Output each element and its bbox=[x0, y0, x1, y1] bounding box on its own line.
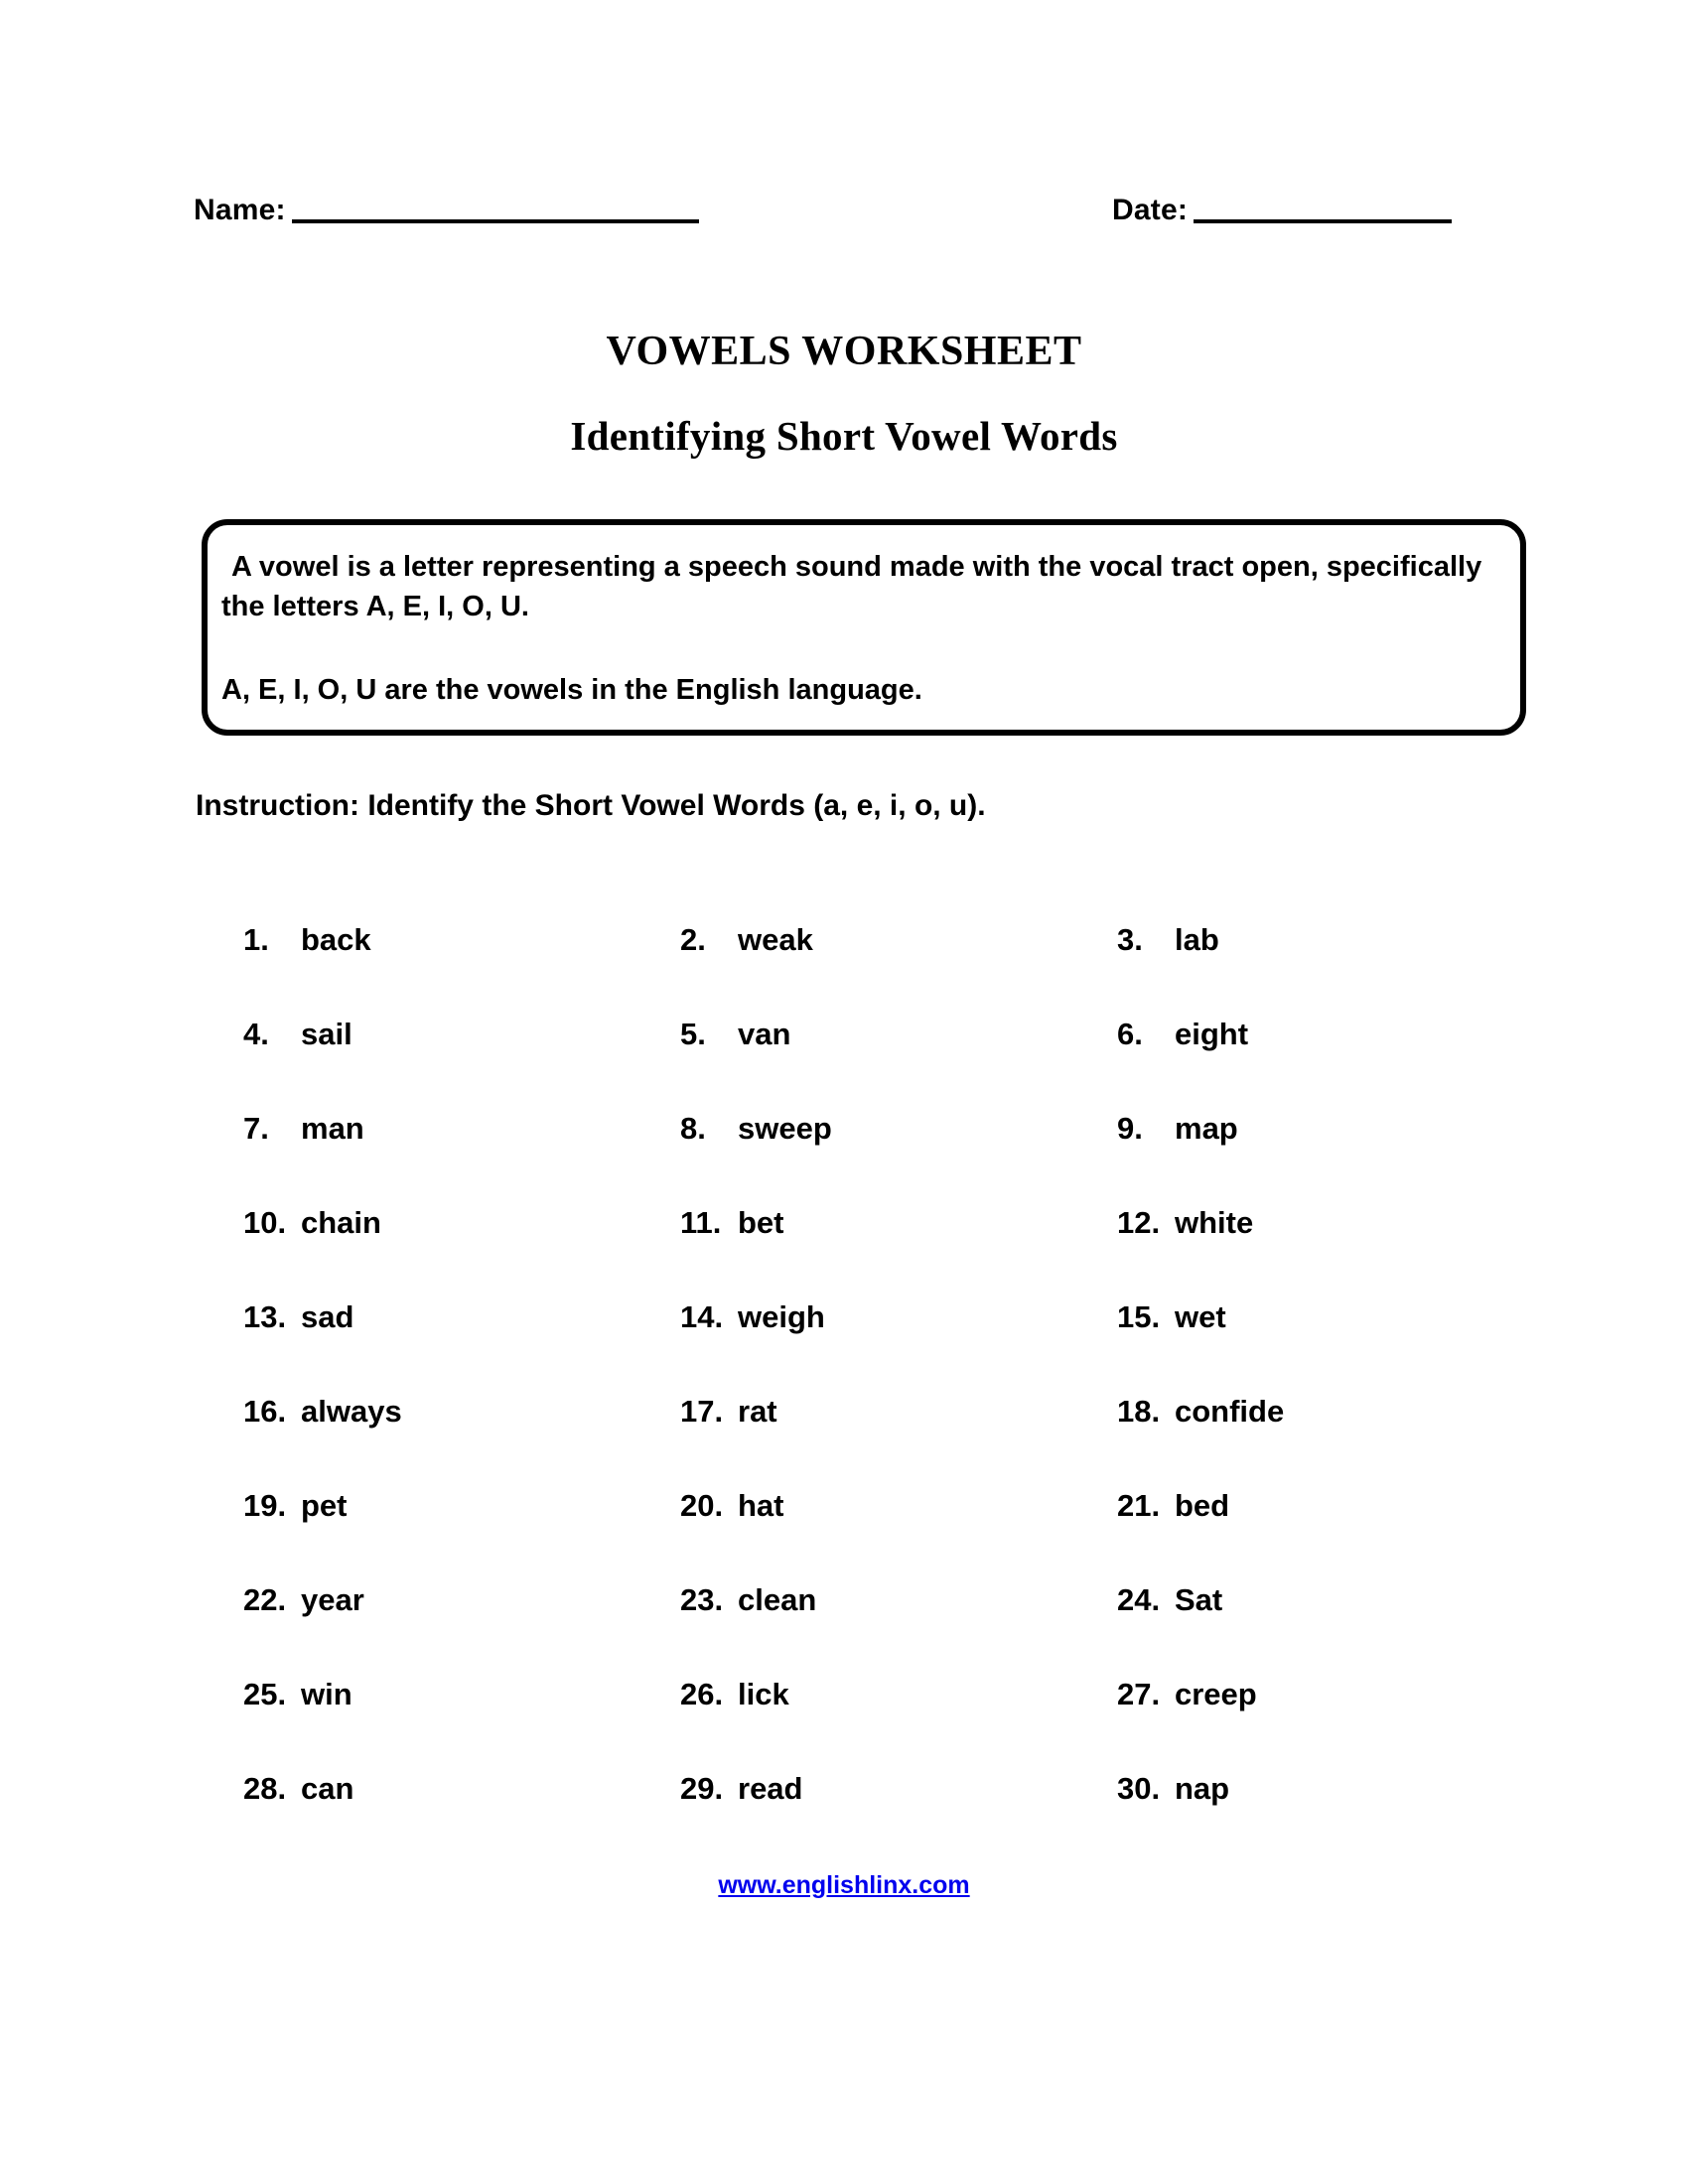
word-column-1 bbox=[243, 923, 680, 1866]
item-word: lab bbox=[1175, 922, 1219, 957]
list-item[interactable] bbox=[1117, 923, 1554, 1018]
list-item[interactable] bbox=[680, 1300, 1117, 1395]
name-label: Name: bbox=[194, 194, 286, 226]
list-item[interactable] bbox=[243, 1395, 680, 1489]
list-item[interactable] bbox=[680, 1772, 1117, 1866]
item-number: 2. bbox=[680, 922, 706, 957]
footer bbox=[0, 1871, 1688, 1900]
date-field-group bbox=[1112, 194, 1452, 227]
list-item[interactable] bbox=[243, 1018, 680, 1112]
item-word: sail bbox=[301, 1017, 352, 1051]
worksheet-title: VOWELS WORKSHEET bbox=[606, 329, 1082, 374]
item-number: 11. bbox=[680, 1205, 722, 1240]
list-item[interactable] bbox=[1117, 1112, 1554, 1206]
list-item[interactable] bbox=[1117, 1300, 1554, 1395]
item-number: 19. bbox=[243, 1488, 287, 1523]
word-column-2 bbox=[680, 923, 1117, 1866]
word-column-3 bbox=[1117, 923, 1554, 1866]
item-word: creep bbox=[1175, 1677, 1257, 1711]
item-word: chain bbox=[301, 1205, 381, 1240]
list-item[interactable] bbox=[243, 1772, 680, 1866]
englishlinx-website-link[interactable]: www.englishlinx.com bbox=[718, 1871, 970, 1899]
item-number: 27. bbox=[1117, 1677, 1161, 1711]
list-item[interactable] bbox=[680, 1206, 1117, 1300]
item-number: 12. bbox=[1117, 1205, 1161, 1240]
date-label: Date: bbox=[1112, 194, 1189, 226]
item-word: sweep bbox=[738, 1111, 832, 1146]
list-item[interactable] bbox=[680, 1489, 1117, 1583]
list-item[interactable] bbox=[243, 923, 680, 1018]
list-item[interactable] bbox=[1117, 1583, 1554, 1678]
list-item[interactable] bbox=[243, 1583, 680, 1678]
list-item[interactable] bbox=[680, 1395, 1117, 1489]
item-number: 3. bbox=[1117, 922, 1143, 957]
list-item[interactable] bbox=[243, 1300, 680, 1395]
item-word: hat bbox=[738, 1488, 784, 1523]
item-word: pet bbox=[301, 1488, 348, 1523]
list-item[interactable] bbox=[680, 1678, 1117, 1772]
item-number: 17. bbox=[680, 1394, 724, 1429]
worksheet-subtitle: Identifying Short Vowel Words bbox=[570, 413, 1118, 459]
item-number: 23. bbox=[680, 1582, 724, 1617]
item-number: 28. bbox=[243, 1771, 287, 1806]
item-word: van bbox=[738, 1017, 791, 1051]
header-fields bbox=[194, 194, 1494, 241]
item-number: 7. bbox=[243, 1111, 269, 1146]
item-number: 26. bbox=[680, 1677, 724, 1711]
list-item[interactable] bbox=[680, 923, 1117, 1018]
list-item[interactable] bbox=[1117, 1018, 1554, 1112]
item-word: map bbox=[1175, 1111, 1238, 1146]
list-item[interactable] bbox=[680, 1112, 1117, 1206]
item-number: 25. bbox=[243, 1677, 287, 1711]
list-item[interactable] bbox=[1117, 1489, 1554, 1583]
definition-box bbox=[202, 519, 1526, 736]
list-item[interactable] bbox=[1117, 1772, 1554, 1866]
item-number: 16. bbox=[243, 1394, 287, 1429]
list-item[interactable] bbox=[1117, 1395, 1554, 1489]
item-word: weak bbox=[738, 922, 813, 957]
definition-paragraph-2: A, E, I, O, U are the vowels in the English language. bbox=[221, 674, 922, 706]
item-number: 13. bbox=[243, 1299, 287, 1334]
item-word: bed bbox=[1175, 1488, 1230, 1523]
list-item[interactable] bbox=[1117, 1678, 1554, 1772]
item-number: 18. bbox=[1117, 1394, 1161, 1429]
item-word: Sat bbox=[1175, 1582, 1223, 1617]
item-number: 20. bbox=[680, 1488, 724, 1523]
item-word: bet bbox=[738, 1205, 784, 1240]
item-number: 21. bbox=[1117, 1488, 1161, 1523]
item-word: man bbox=[301, 1111, 364, 1146]
item-word: confide bbox=[1175, 1394, 1285, 1429]
list-item[interactable] bbox=[243, 1206, 680, 1300]
item-number: 29. bbox=[680, 1771, 724, 1806]
list-item[interactable] bbox=[1117, 1206, 1554, 1300]
name-write-in-line[interactable] bbox=[292, 219, 699, 223]
item-number: 30. bbox=[1117, 1771, 1161, 1806]
list-item[interactable] bbox=[243, 1678, 680, 1772]
item-word: eight bbox=[1175, 1017, 1249, 1051]
instruction-text: Instruction: Identify the Short Vowel Words (a, e, i, o, u). bbox=[196, 789, 986, 822]
item-number: 15. bbox=[1117, 1299, 1161, 1334]
item-number: 24. bbox=[1117, 1582, 1161, 1617]
list-item[interactable] bbox=[243, 1489, 680, 1583]
item-word: win bbox=[301, 1677, 352, 1711]
item-word: read bbox=[738, 1771, 803, 1806]
item-word: lick bbox=[738, 1677, 789, 1711]
item-word: white bbox=[1175, 1205, 1254, 1240]
item-word: wet bbox=[1175, 1299, 1226, 1334]
item-word: weigh bbox=[738, 1299, 825, 1334]
item-word: year bbox=[301, 1582, 364, 1617]
item-word: rat bbox=[738, 1394, 777, 1429]
list-item[interactable] bbox=[243, 1112, 680, 1206]
item-number: 6. bbox=[1117, 1017, 1143, 1051]
item-word: sad bbox=[301, 1299, 354, 1334]
item-number: 22. bbox=[243, 1582, 287, 1617]
list-item[interactable] bbox=[680, 1018, 1117, 1112]
item-word: always bbox=[301, 1394, 402, 1429]
item-word: back bbox=[301, 922, 371, 957]
item-number: 10. bbox=[243, 1205, 287, 1240]
item-word: clean bbox=[738, 1582, 817, 1617]
item-number: 4. bbox=[243, 1017, 269, 1051]
item-word: nap bbox=[1175, 1771, 1230, 1806]
item-number: 8. bbox=[680, 1111, 706, 1146]
item-number: 5. bbox=[680, 1017, 706, 1051]
date-write-in-line[interactable] bbox=[1194, 219, 1452, 223]
definition-paragraph-1: A vowel is a letter representing a speech sound made with the vocal tract open, specifically the letters A, E, I, O, U. bbox=[221, 551, 1482, 622]
item-number: 9. bbox=[1117, 1111, 1143, 1146]
item-number: 1. bbox=[243, 922, 269, 957]
name-field-group bbox=[194, 194, 699, 227]
item-word: can bbox=[301, 1771, 354, 1806]
item-number: 14. bbox=[680, 1299, 724, 1334]
list-item[interactable] bbox=[680, 1583, 1117, 1678]
